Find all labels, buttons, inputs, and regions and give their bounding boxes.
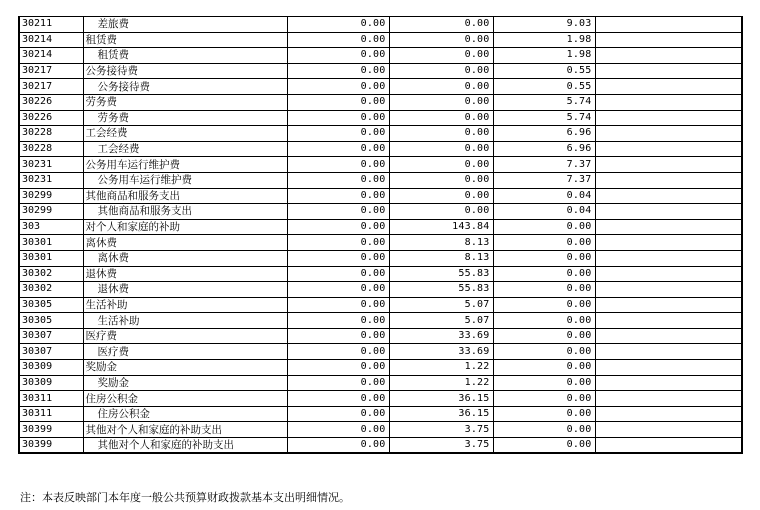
blank-cell bbox=[595, 360, 742, 376]
subject-name-cell: 工会经费 bbox=[83, 141, 287, 157]
amount-cell: 36.15 bbox=[389, 406, 493, 422]
amount-cell: 0.00 bbox=[493, 297, 595, 313]
table-footnote: 注：本表反映部门本年度一般公共预算财政拨款基本支出明细情况。 bbox=[20, 491, 350, 504]
amount-cell: 0.00 bbox=[493, 250, 595, 266]
table-row bbox=[19, 110, 742, 126]
blank-cell bbox=[595, 17, 742, 33]
amount-cell: 0.00 bbox=[493, 422, 595, 438]
blank-cell bbox=[595, 79, 742, 95]
amount-cell: 0.00 bbox=[287, 391, 389, 407]
amount-cell: 0.00 bbox=[287, 282, 389, 298]
blank-cell bbox=[595, 126, 742, 142]
amount-cell: 0.00 bbox=[389, 110, 493, 126]
amount-cell: 1.98 bbox=[493, 32, 595, 48]
amount-cell: 0.00 bbox=[287, 204, 389, 220]
subject-name-cell: 退休费 bbox=[83, 266, 287, 282]
amount-cell: 0.00 bbox=[287, 297, 389, 313]
amount-cell: 8.13 bbox=[389, 250, 493, 266]
amount-cell: 0.00 bbox=[493, 266, 595, 282]
blank-cell bbox=[595, 313, 742, 329]
amount-cell: 0.00 bbox=[287, 110, 389, 126]
table-row bbox=[19, 235, 742, 251]
subject-code-cell: 30299 bbox=[19, 204, 83, 220]
amount-cell: 0.55 bbox=[493, 79, 595, 95]
expenditure-table bbox=[18, 16, 743, 454]
table-row bbox=[19, 141, 742, 157]
amount-cell: 5.74 bbox=[493, 110, 595, 126]
amount-cell: 0.00 bbox=[287, 235, 389, 251]
subject-name-cell: 退休费 bbox=[83, 282, 287, 298]
blank-cell bbox=[595, 172, 742, 188]
subject-code-cell: 30309 bbox=[19, 360, 83, 376]
table-row bbox=[19, 157, 742, 173]
table-row bbox=[19, 204, 742, 220]
blank-cell bbox=[595, 297, 742, 313]
amount-cell: 0.00 bbox=[389, 126, 493, 142]
subject-code-cell: 30301 bbox=[19, 235, 83, 251]
subject-name-cell: 其他对个人和家庭的补助支出 bbox=[83, 438, 287, 454]
blank-cell bbox=[595, 141, 742, 157]
subject-name-cell: 离休费 bbox=[83, 235, 287, 251]
amount-cell: 0.00 bbox=[287, 266, 389, 282]
subject-name-cell: 对个人和家庭的补助 bbox=[83, 219, 287, 235]
subject-code-cell: 30211 bbox=[19, 17, 83, 33]
table-body bbox=[19, 17, 742, 454]
subject-name-cell: 住房公积金 bbox=[83, 406, 287, 422]
subject-code-cell: 30305 bbox=[19, 313, 83, 329]
subject-code-cell: 30217 bbox=[19, 63, 83, 79]
subject-name-cell: 其他商品和服务支出 bbox=[83, 188, 287, 204]
amount-cell: 0.00 bbox=[493, 282, 595, 298]
amount-cell: 7.37 bbox=[493, 172, 595, 188]
amount-cell: 0.04 bbox=[493, 204, 595, 220]
amount-cell: 55.83 bbox=[389, 266, 493, 282]
table-row bbox=[19, 17, 742, 33]
amount-cell: 0.00 bbox=[389, 188, 493, 204]
subject-name-cell: 公务用车运行维护费 bbox=[83, 157, 287, 173]
table-row bbox=[19, 438, 742, 454]
amount-cell: 6.96 bbox=[493, 141, 595, 157]
amount-cell: 1.22 bbox=[389, 360, 493, 376]
amount-cell: 0.00 bbox=[287, 375, 389, 391]
amount-cell: 0.00 bbox=[287, 157, 389, 173]
amount-cell: 5.07 bbox=[389, 297, 493, 313]
subject-name-cell: 其他商品和服务支出 bbox=[83, 204, 287, 220]
table-row bbox=[19, 328, 742, 344]
amount-cell: 0.00 bbox=[287, 48, 389, 64]
amount-cell: 3.75 bbox=[389, 422, 493, 438]
table-row bbox=[19, 32, 742, 48]
subject-name-cell: 医疗费 bbox=[83, 328, 287, 344]
table-row bbox=[19, 360, 742, 376]
subject-code-cell: 30214 bbox=[19, 32, 83, 48]
amount-cell: 0.55 bbox=[493, 63, 595, 79]
subject-name-cell: 劳务费 bbox=[83, 110, 287, 126]
subject-name-cell: 医疗费 bbox=[83, 344, 287, 360]
table-row bbox=[19, 282, 742, 298]
amount-cell: 1.98 bbox=[493, 48, 595, 64]
amount-cell: 0.00 bbox=[493, 344, 595, 360]
amount-cell: 0.00 bbox=[493, 235, 595, 251]
blank-cell bbox=[595, 157, 742, 173]
blank-cell bbox=[595, 422, 742, 438]
amount-cell: 0.00 bbox=[287, 438, 389, 454]
subject-code-cell: 30302 bbox=[19, 266, 83, 282]
amount-cell: 55.83 bbox=[389, 282, 493, 298]
amount-cell: 0.00 bbox=[493, 391, 595, 407]
table-row bbox=[19, 63, 742, 79]
blank-cell bbox=[595, 235, 742, 251]
amount-cell: 0.00 bbox=[493, 406, 595, 422]
table-row bbox=[19, 126, 742, 142]
subject-code-cell: 30311 bbox=[19, 406, 83, 422]
amount-cell: 0.00 bbox=[287, 360, 389, 376]
blank-cell bbox=[595, 48, 742, 64]
amount-cell: 5.74 bbox=[493, 94, 595, 110]
amount-cell: 0.00 bbox=[287, 17, 389, 33]
amount-cell: 0.00 bbox=[389, 32, 493, 48]
subject-code-cell: 30214 bbox=[19, 48, 83, 64]
amount-cell: 7.37 bbox=[493, 157, 595, 173]
amount-cell: 143.84 bbox=[389, 219, 493, 235]
blank-cell bbox=[595, 94, 742, 110]
blank-cell bbox=[595, 219, 742, 235]
amount-cell: 0.00 bbox=[287, 79, 389, 95]
amount-cell: 36.15 bbox=[389, 391, 493, 407]
blank-cell bbox=[595, 391, 742, 407]
blank-cell bbox=[595, 63, 742, 79]
amount-cell: 5.07 bbox=[389, 313, 493, 329]
subject-name-cell: 公务用车运行维护费 bbox=[83, 172, 287, 188]
amount-cell: 0.00 bbox=[287, 406, 389, 422]
amount-cell: 0.00 bbox=[287, 313, 389, 329]
amount-cell: 0.00 bbox=[287, 63, 389, 79]
table-row bbox=[19, 94, 742, 110]
table-row bbox=[19, 391, 742, 407]
blank-cell bbox=[595, 188, 742, 204]
table-row bbox=[19, 313, 742, 329]
amount-cell: 0.00 bbox=[493, 313, 595, 329]
subject-code-cell: 303 bbox=[19, 219, 83, 235]
blank-cell bbox=[595, 438, 742, 454]
amount-cell: 0.00 bbox=[389, 63, 493, 79]
amount-cell: 3.75 bbox=[389, 438, 493, 454]
table-row bbox=[19, 297, 742, 313]
subject-code-cell: 30226 bbox=[19, 94, 83, 110]
amount-cell: 0.00 bbox=[389, 157, 493, 173]
blank-cell bbox=[595, 32, 742, 48]
amount-cell: 0.00 bbox=[287, 141, 389, 157]
amount-cell: 9.03 bbox=[493, 17, 595, 33]
amount-cell: 0.00 bbox=[287, 32, 389, 48]
amount-cell: 0.00 bbox=[493, 375, 595, 391]
table-row bbox=[19, 48, 742, 64]
subject-name-cell: 住房公积金 bbox=[83, 391, 287, 407]
subject-code-cell: 30231 bbox=[19, 172, 83, 188]
amount-cell: 0.00 bbox=[287, 422, 389, 438]
blank-cell bbox=[595, 406, 742, 422]
subject-name-cell: 公务接待费 bbox=[83, 63, 287, 79]
subject-name-cell: 生活补助 bbox=[83, 313, 287, 329]
subject-code-cell: 30309 bbox=[19, 375, 83, 391]
subject-name-cell: 劳务费 bbox=[83, 94, 287, 110]
amount-cell: 0.00 bbox=[287, 250, 389, 266]
subject-name-cell: 租赁费 bbox=[83, 48, 287, 64]
blank-cell bbox=[595, 344, 742, 360]
blank-cell bbox=[595, 110, 742, 126]
subject-code-cell: 30228 bbox=[19, 141, 83, 157]
subject-name-cell: 离休费 bbox=[83, 250, 287, 266]
subject-code-cell: 30399 bbox=[19, 422, 83, 438]
amount-cell: 33.69 bbox=[389, 344, 493, 360]
subject-code-cell: 30307 bbox=[19, 328, 83, 344]
subject-code-cell: 30299 bbox=[19, 188, 83, 204]
blank-cell bbox=[595, 266, 742, 282]
amount-cell: 0.00 bbox=[389, 94, 493, 110]
subject-code-cell: 30311 bbox=[19, 391, 83, 407]
amount-cell: 0.00 bbox=[287, 94, 389, 110]
subject-name-cell: 租赁费 bbox=[83, 32, 287, 48]
blank-cell bbox=[595, 328, 742, 344]
subject-code-cell: 30305 bbox=[19, 297, 83, 313]
amount-cell: 0.00 bbox=[287, 126, 389, 142]
amount-cell: 0.00 bbox=[287, 172, 389, 188]
amount-cell: 0.00 bbox=[389, 17, 493, 33]
amount-cell: 8.13 bbox=[389, 235, 493, 251]
amount-cell: 0.00 bbox=[493, 328, 595, 344]
blank-cell bbox=[595, 250, 742, 266]
table-row bbox=[19, 79, 742, 95]
subject-code-cell: 30226 bbox=[19, 110, 83, 126]
subject-code-cell: 30399 bbox=[19, 438, 83, 454]
amount-cell: 0.00 bbox=[389, 141, 493, 157]
amount-cell: 6.96 bbox=[493, 126, 595, 142]
blank-cell bbox=[595, 204, 742, 220]
table-row bbox=[19, 250, 742, 266]
subject-name-cell: 公务接待费 bbox=[83, 79, 287, 95]
table-row bbox=[19, 406, 742, 422]
subject-code-cell: 30307 bbox=[19, 344, 83, 360]
subject-name-cell: 奖励金 bbox=[83, 375, 287, 391]
amount-cell: 0.00 bbox=[287, 328, 389, 344]
subject-name-cell: 工会经费 bbox=[83, 126, 287, 142]
amount-cell: 0.00 bbox=[389, 172, 493, 188]
subject-code-cell: 30217 bbox=[19, 79, 83, 95]
table-row bbox=[19, 219, 742, 235]
amount-cell: 0.00 bbox=[389, 204, 493, 220]
table-row bbox=[19, 172, 742, 188]
subject-code-cell: 30228 bbox=[19, 126, 83, 142]
amount-cell: 0.00 bbox=[389, 48, 493, 64]
subject-code-cell: 30231 bbox=[19, 157, 83, 173]
table-row bbox=[19, 188, 742, 204]
subject-name-cell: 差旅费 bbox=[83, 17, 287, 33]
amount-cell: 0.00 bbox=[287, 344, 389, 360]
table-row bbox=[19, 266, 742, 282]
table-row bbox=[19, 375, 742, 391]
table-row bbox=[19, 344, 742, 360]
amount-cell: 0.00 bbox=[287, 188, 389, 204]
subject-name-cell: 其他对个人和家庭的补助支出 bbox=[83, 422, 287, 438]
subject-name-cell: 生活补助 bbox=[83, 297, 287, 313]
subject-code-cell: 30301 bbox=[19, 250, 83, 266]
amount-cell: 0.00 bbox=[389, 79, 493, 95]
amount-cell: 0.00 bbox=[493, 438, 595, 454]
blank-cell bbox=[595, 282, 742, 298]
table-row bbox=[19, 422, 742, 438]
blank-cell bbox=[595, 375, 742, 391]
subject-code-cell: 30302 bbox=[19, 282, 83, 298]
amount-cell: 33.69 bbox=[389, 328, 493, 344]
amount-cell: 1.22 bbox=[389, 375, 493, 391]
subject-name-cell: 奖励金 bbox=[83, 360, 287, 376]
amount-cell: 0.04 bbox=[493, 188, 595, 204]
amount-cell: 0.00 bbox=[287, 219, 389, 235]
amount-cell: 0.00 bbox=[493, 360, 595, 376]
amount-cell: 0.00 bbox=[493, 219, 595, 235]
